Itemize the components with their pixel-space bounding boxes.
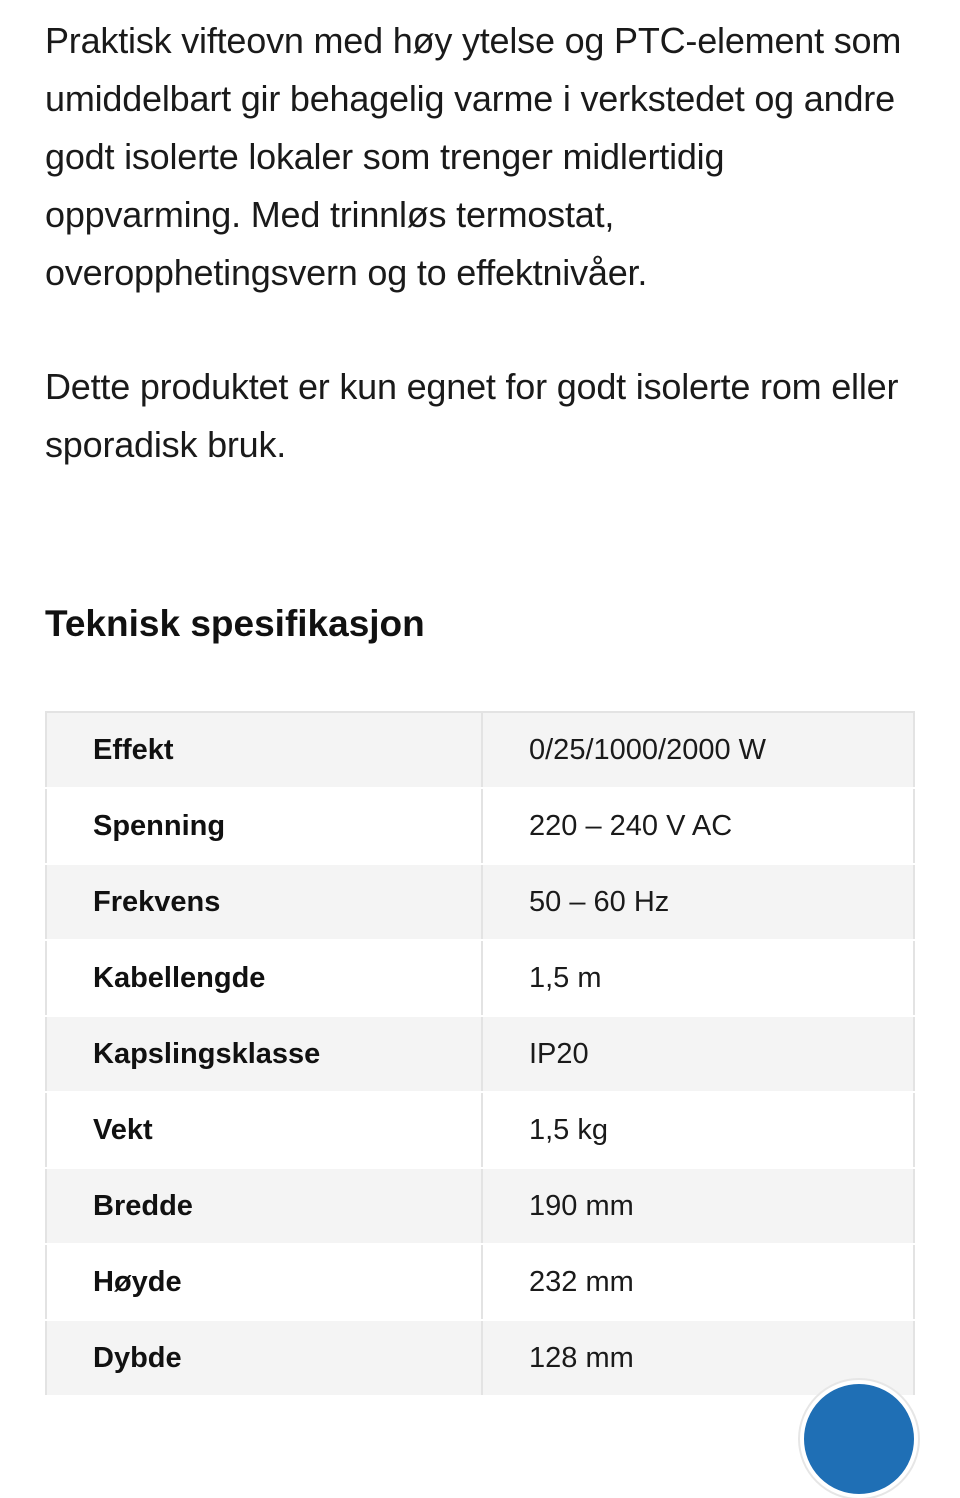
description-paragraph: Praktisk vifteovn med høy ytelse og PTC-element som umiddelbart gir behagelig varme i verkstedet og andre godt isolerte lokaler som trenger midlertidig oppvarming. Med trinnløs termostat, overopphetingsvern og to effektnivåer. (45, 20, 902, 293)
spec-label: Kabellengde (46, 940, 482, 1016)
spec-label: Bredde (46, 1168, 482, 1244)
spec-row (46, 1320, 914, 1396)
spec-row (46, 864, 914, 940)
spec-value: 128 mm (482, 1320, 914, 1396)
spec-row (46, 1016, 914, 1092)
spec-row (46, 1168, 914, 1244)
spec-value: 50 – 60 Hz (482, 864, 914, 940)
spec-label: Frekvens (46, 864, 482, 940)
spec-label: Høyde (46, 1244, 482, 1320)
spec-value: 0/25/1000/2000 W (482, 712, 914, 788)
spec-value: 220 – 240 V AC (482, 788, 914, 864)
spec-value: 190 mm (482, 1168, 914, 1244)
spec-table (45, 711, 915, 1397)
spec-row (46, 712, 914, 788)
spec-row (46, 1092, 914, 1168)
spec-label: Dybde (46, 1320, 482, 1396)
spec-heading: Teknisk spesifikasjon (45, 603, 425, 644)
spec-value: 1,5 kg (482, 1092, 914, 1168)
spec-label: Effekt (46, 712, 482, 788)
spec-value: 1,5 m (482, 940, 914, 1016)
description-paragraph: Dette produktet er kun egnet for godt isolerte rom eller sporadisk bruk. (45, 366, 899, 465)
spec-row (46, 1244, 914, 1320)
spec-value: 232 mm (482, 1244, 914, 1320)
spec-label: Spenning (46, 788, 482, 864)
spec-row (46, 788, 914, 864)
product-description (45, 12, 915, 474)
spec-row (46, 940, 914, 1016)
spec-value: IP20 (482, 1016, 914, 1092)
spec-label: Kapslingsklasse (46, 1016, 482, 1092)
spec-label: Vekt (46, 1092, 482, 1168)
